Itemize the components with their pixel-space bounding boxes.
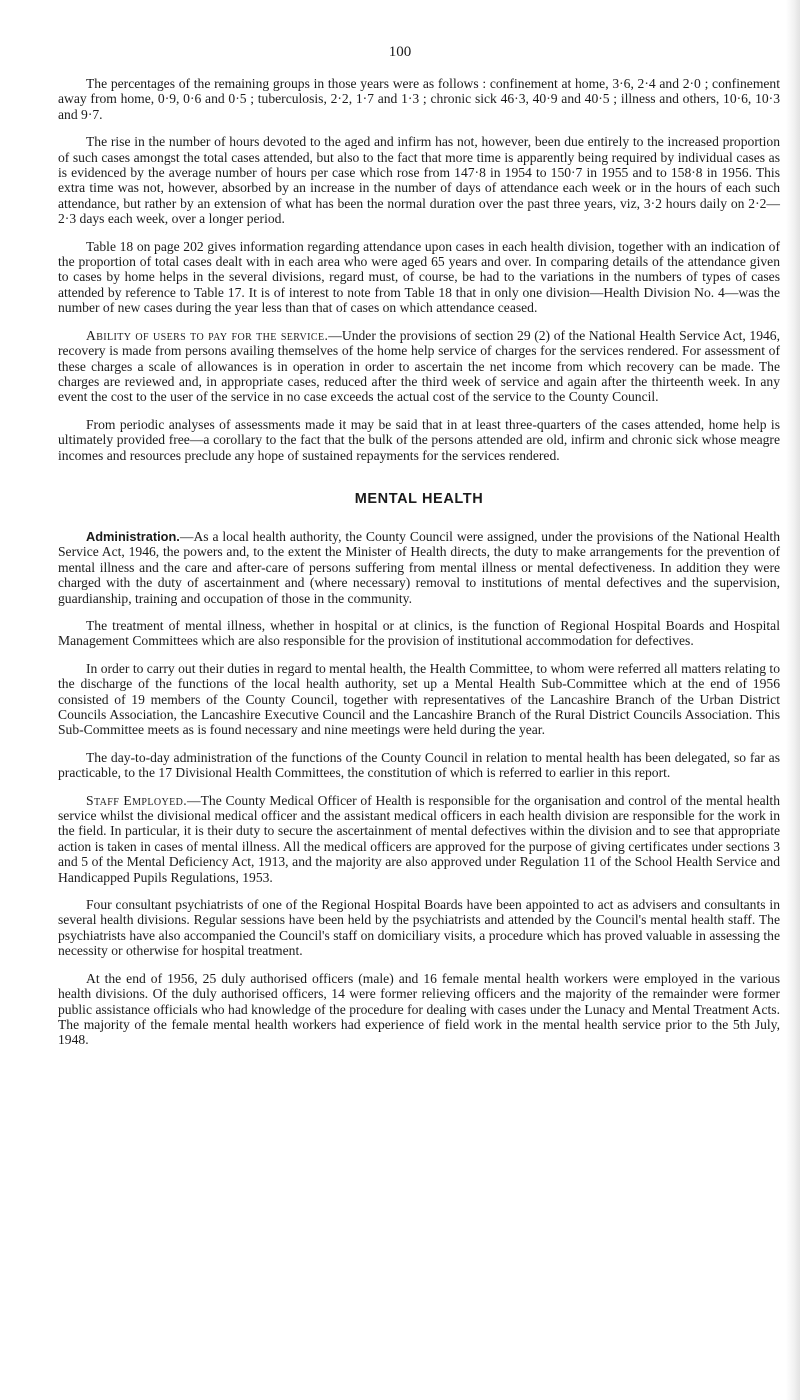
page-body: [58, 76, 780, 1060]
paragraph-sub-committee: In order to carry out their duties in regard to mental health, the Health Committee, to whom were referred all matters relating to the discharge of the functions of the local health authority, set up a Mental Health Sub-Committee which at the end of 1956 consisted of 19 members of the County Council, together with representatives of the Lancashire Branch of the Urban District Councils Association, the Lancashire Executive Council and the Lancashire Branch of the Rural District Councils Association. This Sub-Committee meets as is found necessary and nine meetings were held during the year.: [58, 660, 780, 738]
paragraph-authorised-officers: At the end of 1956, 25 duly authorised officers (male) and 16 female mental health workers were employed in the various health divisions. Of the duly authorised officers, 14 were former relieving officers and the majority of the remainder were former public assistance officials who had knowledge of the procedure for dealing with cases under the Lunacy and Mental Treatment Acts. The majority of the female mental health workers had experience of field work in the mental health service prior to the 5th July, 1948.: [58, 970, 780, 1048]
paragraph-psychiatrists: Four consultant psychiatrists of one of the Regional Hospital Boards have been appointed to act as advisers and consultants in several health divisions. Regular sessions have been held by the psychiatrists and attended by the Council's mental health staff. The psychiatrists have also accompanied the Council's staff on domiciliary visits, a procedure which has proved valuable in assessing the necessity or otherwise for hospital treatment.: [58, 897, 780, 959]
paragraph-treatment: The treatment of mental illness, whether in hospital or at clinics, is the function of Regional Hospital Boards and Hospital Management Committees which are also responsible for the provision of institutional accommodation for defectives.: [58, 617, 780, 649]
section-heading-mental-health: MENTAL HEALTH: [354, 490, 484, 507]
ability-runin-heading: Ability of users to pay for the service.: [86, 327, 329, 343]
paragraph-hours-aged-infirm: The rise in the number of hours devoted to the aged and infirm has not, however, been due entirely to the increased proportion of such cases amongst the total cases attended, but also to the fact that more time is apparently being required by individual cases as is evidenced by the average number of hours per case which rose from 147·8 in 1954 to 150·7 in 1955 and to 158·8 in 1956. This extra time was not, however, absorbed by an increase in the number of days of attendance each week or in the hours of each such attendance, but rather by an extension of what has been the normal duration over the past three years, viz, 3·2 hours daily on 2·2—2·3 days each week, over a longer period.: [58, 134, 780, 227]
administration-text: —As a local health authority, the County Council were assigned, under the provisions of the National Health Service Act, 1946, the powers and, to the extent the Minister of Health directs, the duty to make arrangements for the prevention of mental illness and the care and after-care of persons suffering from mental illness or mental defectiveness. In addition they were charged with the duty of ascertainment and (where necessary) removal to institutions of mental defectives and the supervision, guardianship, training and occupation of those in the community.: [58, 528, 780, 606]
paragraph-ability-to-pay: [58, 328, 780, 405]
administration-runin-heading: Administration.: [86, 528, 180, 544]
ability-text: —Under the provisions of section 29 (2) of the National Health Service Act, 1946, recovery is made from persons availing themselves of the home help service of charges for the services rendered. For assessment of these charges a scale of allowances is in operation in order to ascertain the net income from which recovery can be made. The charges are reviewed and, in appropriate cases, reduced after the third week of service and again after the thirteenth week. In any event the cost to the user of the service in no case exceeds the actual cost of the service to the County Council.: [58, 327, 780, 405]
paragraph-staff-employed: [58, 793, 780, 885]
paragraph-day-to-day: The day-to-day administration of the functions of the County Council in relation to mental health has been delegated, so far as practicable, to the 17 Divisional Health Committees, the constitution of which is referred to earlier in this report.: [58, 749, 780, 781]
paragraph-administration: [58, 529, 780, 606]
paragraph-percentages: The percentages of the remaining groups in those years were as follows : confinement at home, 3·6, 2·4 and 2·0 ; confinement away from home, 0·9, 0·6 and 0·5 ; tuberculosis, 2·2, 1·7 and 1·3 ; chronic sick 46·3, 40·9 and 40·5 ; illness and others, 10·6, 10·3 and 9·7.: [58, 76, 780, 122]
paragraph-table-18: Table 18 on page 202 gives information regarding attendance upon cases in each health division, together with an indication of the proportion of total cases dealt with in each area who were aged 65 years and over. In comparing details of the attendance given to cases by home helps in the several divisions, regard must, of course, be had to the variations in the numbers of types of cases attended by reference to Table 17. It is of interest to note from Table 18 that in only one division—Health Division No. 4—was the number of new cases during the year less than that of cases on which attendance ceased.: [58, 238, 780, 316]
staff-text: —The County Medical Officer of Health is responsible for the organisation and control of the mental health service whilst the divisional medical officer and the assistant medical officers in each health division are responsible for the work in the field. In particular, it is their duty to secure the ascertainment of mental defectives within the division and to see that appropriate action is taken in cases of mental illness. All the medical officers are approved for the purpose of giving certificates under sections 3 and 5 of the Mental Deficiency Act, 1913, and the majority are also approved under Regulation 11 of the School Health Service and Handicapped Pupils Regulations, 1953.: [58, 792, 780, 885]
scan-edge-shadow: [786, 0, 800, 1400]
page-number: 100: [388, 44, 412, 60]
paragraph-periodic-analyses: From periodic analyses of assessments made it may be said that in at least three-quarters of the cases attended, home help is ultimately provided free—a corollary to the fact that the bulk of the persons attended are old, infirm and chronic sick whose meagre incomes and resources preclude any hope of sustained repayments for the services rendered.: [58, 416, 780, 463]
staff-runin-heading: Staff Employed.: [86, 792, 188, 808]
